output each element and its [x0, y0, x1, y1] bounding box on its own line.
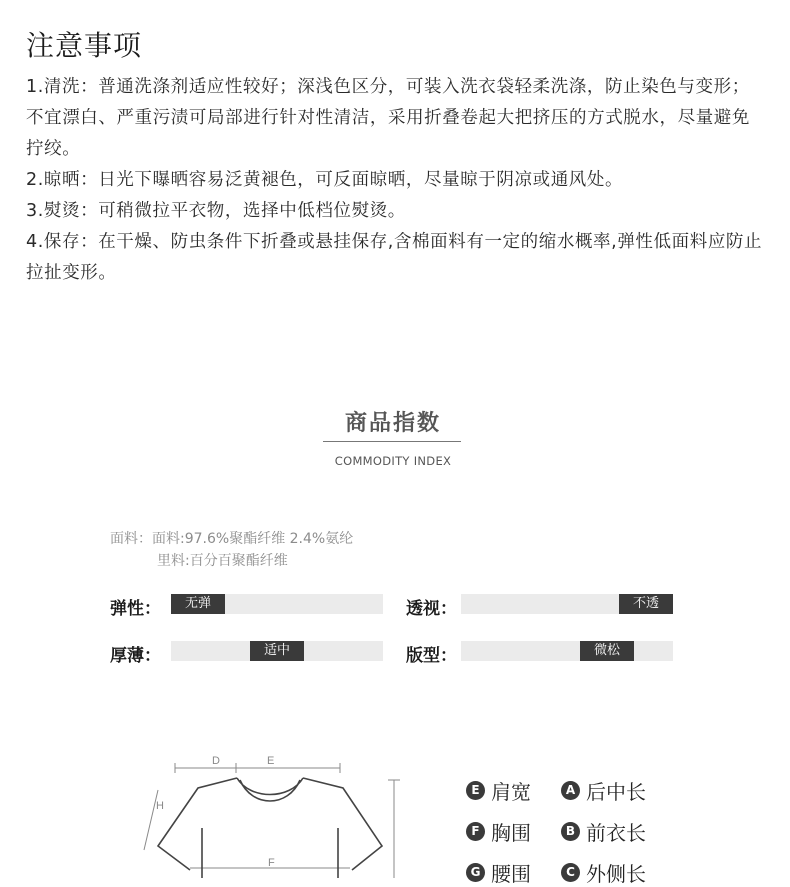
attr-tag-elasticity: 无弹: [171, 594, 225, 614]
legend-item-waist: [466, 858, 531, 887]
attr-tag-thickness: 适中: [250, 641, 304, 661]
care-item-dry: 2.晾晒：日光下曝晒容易泛黄褪色，可反面晾晒，尽量晾于阴凉或通风处。: [26, 170, 624, 190]
attr-tag-transparency: 不透: [619, 594, 673, 614]
legend-letter-c: C: [561, 863, 580, 882]
fabric-outer: 面料:97.6%聚酯纤维 2.4%氨纶: [152, 531, 354, 547]
attr-label-thickness: 厚薄：: [110, 646, 161, 666]
legend-letter-f: F: [466, 822, 485, 841]
attr-bar-transparency: [461, 594, 673, 614]
legend-label-outer-length: 外侧长: [586, 862, 646, 886]
diagram-label-d: D: [212, 755, 220, 767]
diagram-label-e: E: [267, 755, 275, 767]
attr-tag-fit: 微松: [580, 641, 634, 661]
index-title: 商品指数: [344, 411, 441, 436]
legend-letter-b: B: [561, 822, 580, 841]
care-title: 注意事项: [26, 29, 143, 62]
care-list: [26, 72, 766, 289]
garment-diagram: [140, 750, 410, 878]
legend-letter-e: E: [466, 781, 485, 800]
legend-label-back-length: 后中长: [586, 780, 646, 804]
legend-label-waist: 腰围: [491, 862, 531, 886]
legend-label-front-length: 前衣长: [586, 821, 646, 845]
attr-bar-elasticity: [171, 594, 383, 614]
legend-letter-a: A: [561, 781, 580, 800]
index-subtitle: COMMODITY INDEX: [334, 454, 452, 468]
legend-item-shoulder: [466, 776, 531, 805]
legend-letter-g: G: [466, 863, 485, 882]
legend-item-chest: [466, 817, 531, 846]
attr-label-elasticity: 弹性：: [110, 599, 161, 619]
fabric-info: [110, 528, 353, 572]
attr-label-fit: 版型：: [406, 646, 457, 666]
index-divider: [323, 441, 461, 442]
legend-label-shoulder: 肩宽: [491, 780, 531, 804]
care-item-iron: 3.熨烫：可稍微拉平衣物，选择中低档位熨烫。: [26, 201, 406, 221]
legend-label-chest: 胸围: [491, 821, 531, 845]
attr-bar-thickness: [171, 641, 383, 661]
legend-item-front-length: [561, 817, 646, 846]
fabric-label: 面料：: [110, 531, 152, 547]
attr-bar-fit: [461, 641, 673, 661]
care-item-store: 4.保存：在干燥、防虫条件下折叠或悬挂保存,含棉面料有一定的缩水概率,弹性低面料应防止拉扯变形。: [26, 232, 763, 283]
legend-item-back-length: [561, 776, 646, 805]
legend-item-outer-length: [561, 858, 646, 887]
tshirt-outline-icon: [140, 750, 410, 878]
attr-label-transparency: 透视：: [406, 599, 457, 619]
care-item-wash: 1.清洗：普通洗涤剂适应性较好；深浅色区分，可装入洗衣袋轻柔洗涤，防止染色与变形；不宜漂白、严重污渍可局部进行针对性清洁，采用折叠卷起大把挤压的方式脱水，尽量避免拧绞。: [26, 77, 750, 159]
diagram-label-h: H: [156, 800, 164, 812]
diagram-label-f: F: [268, 857, 275, 869]
fabric-lining: 里料:百分百聚酯纤维: [157, 553, 288, 569]
